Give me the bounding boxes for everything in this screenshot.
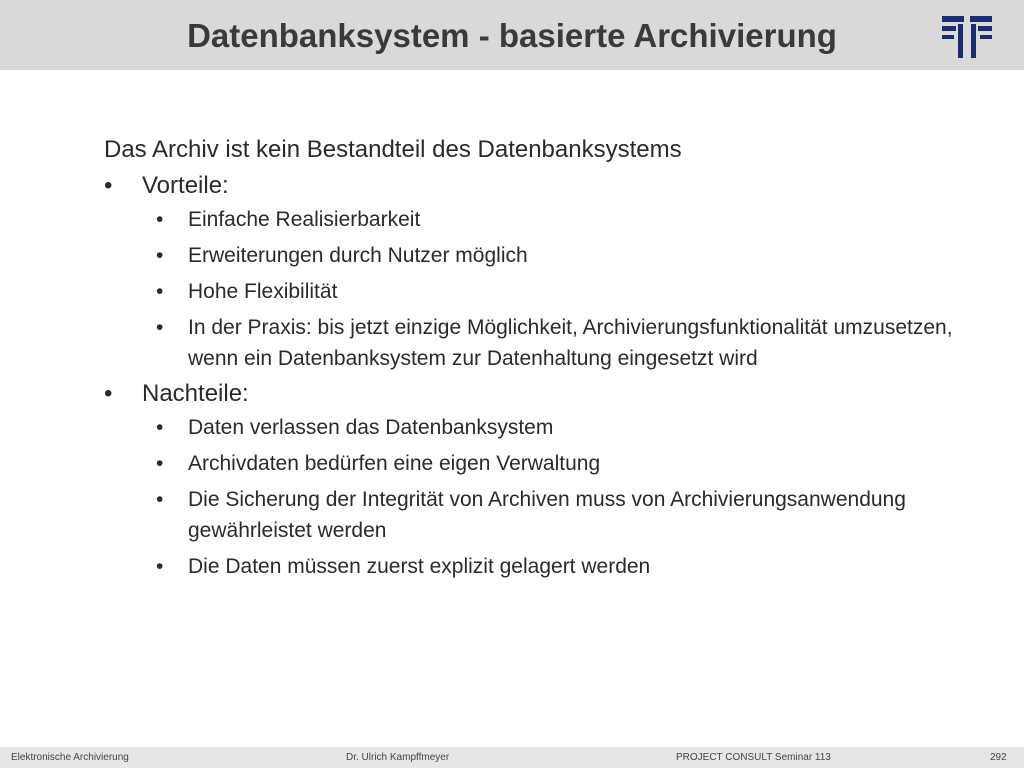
list-item: • Hohe Flexibilität [104,276,984,307]
section-heading-nachteile: • Nachteile: [104,376,984,412]
list-item: • Daten verlassen das Datenbanksystem [104,412,984,443]
footer-author: Dr. Ulrich Kampffmeyer [346,752,450,763]
footer-seminar: PROJECT CONSULT Seminar 113 [676,752,831,763]
project-consult-logo-icon [942,16,994,58]
slide-footer [0,747,1024,768]
slide-header [0,0,1024,70]
list-item: • In der Praxis: bis jetzt einzige Möglichkeit, Archivierungsfunktionalität umzusetzen, wenn ein Datenbanksystem zur Datenhaltung eingesetzt wird [104,312,984,374]
section-heading-vorteile: • Vorteile: [104,168,984,204]
list-item: • Die Sicherung der Integrität von Archiven muss von Archivierungsanwendung gewährleistet werden [104,484,984,546]
list-item: • Einfache Realisierbarkeit [104,204,984,235]
list-item: • Erweiterungen durch Nutzer möglich [104,240,984,271]
slide-title: Datenbanksystem - basierte Archivierung [187,17,837,54]
list-item: • Die Daten müssen zuerst explizit gelagert werden [104,551,984,582]
page-number: 292 [990,752,1007,763]
intro-text: Das Archiv ist kein Bestandteil des Datenbanksystems [104,136,682,163]
list-item: • Archivdaten bedürfen eine eigen Verwaltung [104,448,984,479]
footer-course: Elektronische Archivierung [11,752,129,763]
slide-body [104,132,984,582]
